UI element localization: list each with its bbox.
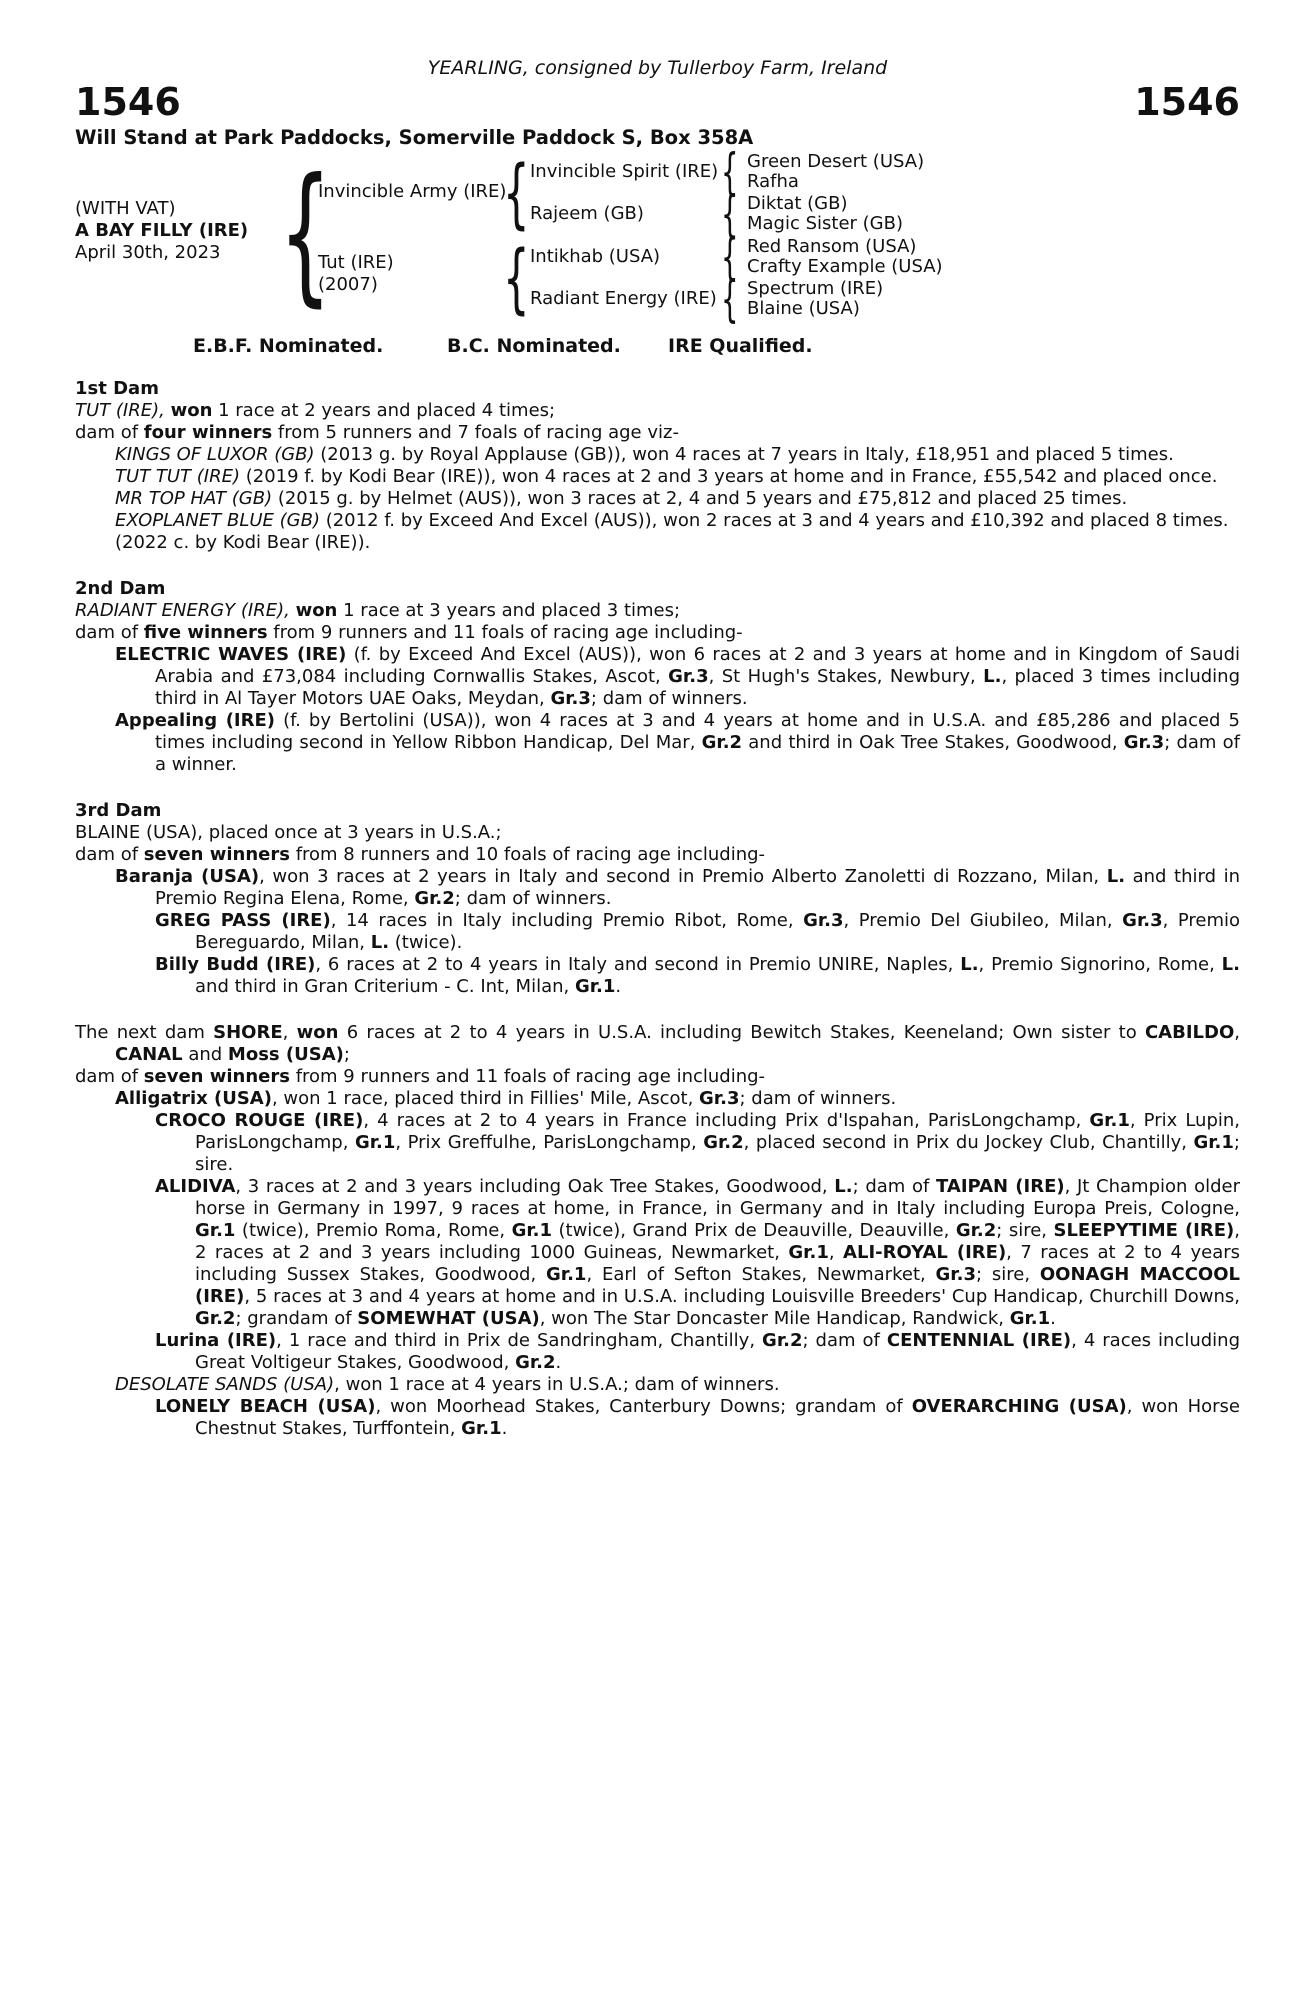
dam-sire-name: Intikhab (USA) [530,246,661,267]
section-heading: 2nd Dam [75,578,166,599]
dam-section [75,578,1240,776]
lot-number-right: 1546 [1134,80,1240,124]
pedigree-paragraph: LONELY BEACH (USA), won Moorhead Stakes, Canterbury Downs; grandam of OVERARCHING (USA), won Horse Chestnut Stakes, Turffontein, Gr.1. [155,1396,1240,1439]
pedigree-tree [75,143,1240,328]
dam-block [318,252,394,296]
foal-date: April 30th, 2023 [75,242,221,263]
pedigree-paragraph: RADIANT ENERGY (IRE), won 1 race at 3 years and placed 3 times; [75,600,681,621]
lot-number-row [75,82,1240,122]
pedigree-paragraph: EXOPLANET BLUE (GB) (2012 f. by Exceed And Excel (AUS)), won 2 races at 3 and 4 years and £10,392 and placed 8 times. [115,510,1229,531]
lot-number-left: 1546 [75,80,181,124]
pedigree-paragraph: Baranja (USA), won 3 races at 2 years in Italy and second in Premio Alberto Zanoletti di Rozzano, Milan, L. and third in Premio Regina Elena, Rome, Gr.2; dam of winners. [115,866,1240,909]
sire-sire-name: Invincible Spirit (IRE) [530,161,719,182]
pedigree-paragraph: BLAINE (USA), placed once at 3 years in U.S.A.; [75,822,502,843]
pedigree-brace-icon: { [721,270,739,328]
sire-dam-name: Rajeem (GB) [530,203,644,224]
pedigree-paragraph: TUT (IRE), won 1 race at 2 years and placed 4 times; [75,400,556,421]
ire-qualified: IRE Qualified. [668,335,813,357]
dam-section [75,1022,1240,1440]
pedigree-paragraph: dam of seven winners from 8 runners and 10 foals of racing age including- [75,844,766,865]
pedigree-paragraph: The next dam SHORE, won 6 races at 2 to 4 years in U.S.A. including Bewitch Stakes, Keeneland; Own sister to CABILDO, CANAL and Moss (USA); [75,1022,1240,1065]
sire-sire-sire-name: Green Desert (USA) [747,151,925,172]
pedigree-paragraph: KINGS OF LUXOR (GB) (2013 g. by Royal Applause (GB)), won 4 races at 7 years in Italy, £18,951 and placed 5 times. [115,444,1174,465]
pedigree-paragraph: (2022 c. by Kodi Bear (IRE)). [115,532,371,553]
dam-year: (2007) [318,274,378,295]
nominations-line [75,334,1240,360]
pedigree-paragraph: CROCO ROUGE (IRE), 4 races at 2 to 4 years in France including Prix d'Ispahan, ParisLongchamp, Gr.1, Prix Lupin, ParisLongchamp, Gr.1, Prix Greffulhe, ParisLongchamp, Gr.2, placed second in Prix du Jockey Club, Chantilly, Gr.1; sire. [155,1110,1241,1175]
pedigree-paragraph: ALIDIVA, 3 races at 2 and 3 years including Oak Tree Stakes, Goodwood, L.; dam of TAIPAN (IRE), Jt Champion older horse in Germany in 1997, 9 races at home, in France, in Germany and in Italy including Europa Preis, Cologne, Gr.1 (twice), Premio Roma, Rome, Gr.1 (twice), Grand Prix de Deauville, Deauville, Gr.2; sire, SLEEPYTIME (IRE), 2 races at 2 and 3 years including 1000 Guineas, Newmarket, Gr.1, ALI-ROYAL (IRE), 7 races at 2 to 4 years including Sussex Stakes, Goodwood, Gr.1, Earl of Sefton Stakes, Newmarket, Gr.3; sire, OONAGH MACCOOL (IRE), 5 races at 3 and 4 years at home and in U.S.A. including Louisville Breeders' Cup Handicap, Churchill Downs, Gr.2; grandam of SOMEWHAT (USA), won The Star Doncaster Mile Handicap, Randwick, Gr.1. [155,1176,1241,1329]
pedigree-brace-icon: { [721,228,739,286]
horse-info [75,198,248,264]
catalog-sections [75,378,1240,1440]
pedigree-brace-icon: { [279,147,332,321]
dam-name: Tut (IRE) [318,252,394,273]
pedigree-brace-icon: { [721,143,739,201]
pedigree-paragraph: DESOLATE SANDS (USA), won 1 race at 4 years in U.S.A.; dam of winners. [115,1374,780,1395]
pedigree-paragraph: dam of seven winners from 9 runners and 11 foals of racing age including- [75,1066,766,1087]
pedigree-paragraph: Billy Budd (IRE), 6 races at 2 to 4 years in Italy and second in Premio UNIRE, Naples, L., Premio Signorino, Rome, L. and third in Gran Criterium - C. Int, Milan, Gr.1. [155,954,1240,997]
pedigree-brace-icon: { [503,148,530,237]
sire-dam-dam-name: Magic Sister (GB) [747,213,904,234]
dam-sire-dam-name: Crafty Example (USA) [747,256,943,277]
dam-sire-sire-name: Red Ransom (USA) [747,236,917,257]
pedigree-paragraph: MR TOP HAT (GB) (2015 g. by Helmet (AUS)), won 3 races at 2, 4 and 5 years and £75,812 and placed 25 times. [115,488,1128,509]
stand-location-line: Will Stand at Park Paddocks, Somerville Paddock S, Box 358A [75,126,754,149]
dam-dam-dam-name: Blaine (USA) [747,298,860,319]
vat-note: (WITH VAT) [75,198,176,219]
pedigree-paragraph: GREG PASS (IRE), 14 races in Italy including Premio Ribot, Rome, Gr.3, Premio Del Giubileo, Milan, Gr.3, Premio Bereguardo, Milan, L. (twice). [155,910,1241,953]
section-heading: 3rd Dam [75,800,162,821]
dam-dam-sire-name: Spectrum (IRE) [747,278,884,299]
ebf-nomination: E.B.F. Nominated. [193,335,384,357]
dam-section [75,800,1240,998]
pedigree-brace-icon: { [503,233,530,322]
dam-section [75,378,1240,554]
dam-dam-name: Radiant Energy (IRE) [530,288,717,309]
consignment-line: YEARLING, consigned by Tullerboy Farm, Ireland [427,57,888,79]
bc-nomination: B.C. Nominated. [447,335,621,357]
pedigree-paragraph: dam of five winners from 9 runners and 11 foals of racing age including- [75,622,743,643]
sire-dam-sire-name: Diktat (GB) [747,193,848,214]
horse-description: A BAY FILLY (IRE) [75,220,249,241]
pedigree-paragraph: Lurina (IRE), 1 race and third in Prix de Sandringham, Chantilly, Gr.2; dam of CENTENNIAL (IRE), 4 races including Great Voltigeur Stakes, Goodwood, Gr.2. [155,1330,1241,1373]
pedigree-paragraph: Alligatrix (USA), won 1 race, placed third in Fillies' Mile, Ascot, Gr.3; dam of winners. [115,1088,897,1109]
sire-sire-dam-name: Rafha [747,171,799,192]
pedigree-paragraph: TUT TUT (IRE) (2019 f. by Kodi Bear (IRE)), won 4 races at 2 and 3 years at home and in France, £55,542 and placed once. [115,466,1218,487]
sire-name: Invincible Army (IRE) [318,181,507,202]
pedigree-paragraph: Appealing (IRE) (f. by Bertolini (USA)), won 4 races at 3 and 4 years at home and in U.S.A. and £85,286 and placed 5 times including second in Yellow Ribbon Handicap, Del Mar, Gr.2 and third in Oak Tree Stakes, Goodwood, Gr.3; dam of a winner. [115,710,1240,775]
section-heading: 1st Dam [75,378,159,399]
pedigree-paragraph: dam of four winners from 5 runners and 7 foals of racing age viz- [75,422,679,443]
pedigree-brace-icon: { [721,185,739,243]
pedigree-paragraph: ELECTRIC WAVES (IRE) (f. by Exceed And Excel (AUS)), won 6 races at 2 and 3 years at home and in Kingdom of Saudi Arabia and £73,084 including Cornwallis Stakes, Ascot, Gr.3, St Hugh's Stakes, Newbury, L., placed 3 times including third in Al Tayer Motors UAE Oaks, Meydan, Gr.3; dam of winners. [115,644,1241,709]
